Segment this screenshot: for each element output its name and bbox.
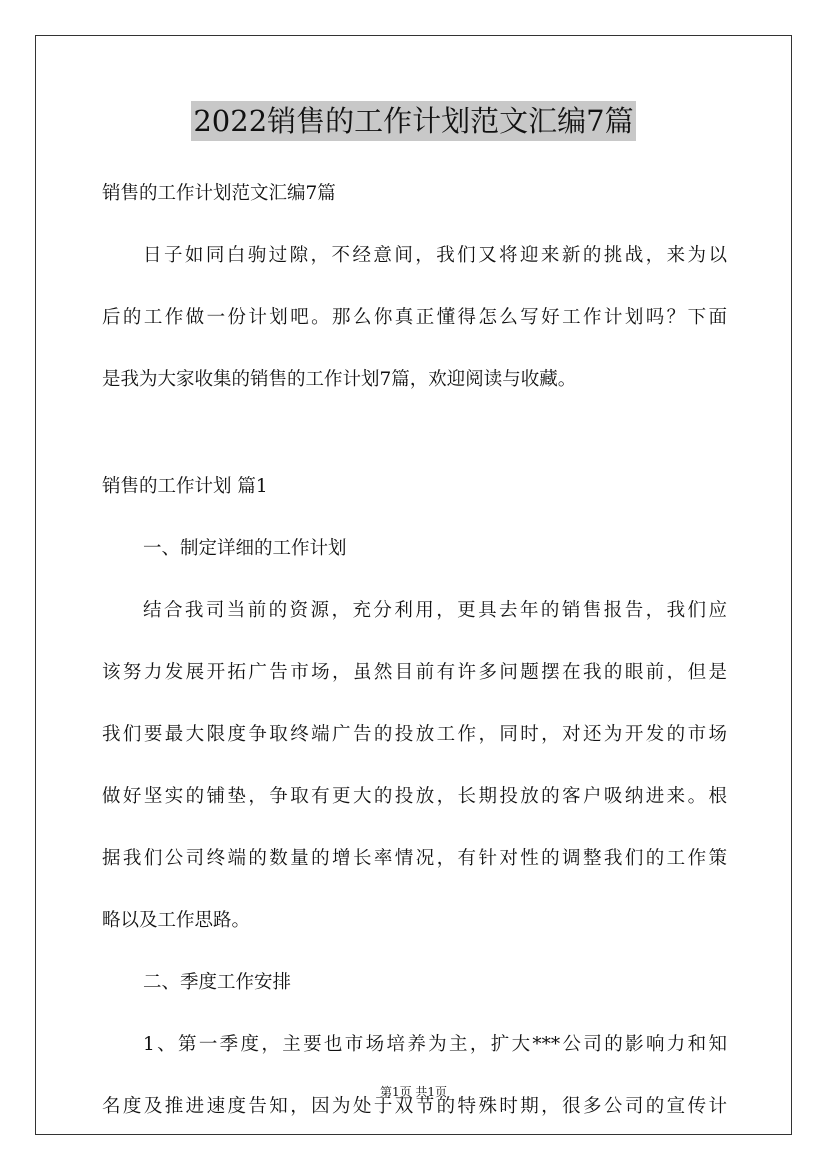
page-footer: 第1页 共1页 bbox=[379, 1085, 448, 1099]
para-1-line: 我们要最大限度争取终端广告的投放工作，同时，对还为开发的市场 bbox=[102, 724, 727, 745]
spacer bbox=[102, 571, 727, 589]
document-body bbox=[102, 172, 727, 1129]
section-heading: 销售的工作计划 篇1 bbox=[102, 476, 268, 497]
spacer bbox=[102, 1067, 727, 1085]
para-1-line: 做好坚实的铺垫，争取有更大的投放，长期投放的客户吸纳进来。根 bbox=[102, 786, 727, 807]
spacer bbox=[102, 633, 727, 651]
para-1-line: 结合我司当前的资源，充分利用，更具去年的销售报告，我们应 bbox=[143, 600, 727, 621]
spacer bbox=[102, 216, 727, 234]
title-wrapper bbox=[0, 101, 827, 141]
document-title: 2022销售的工作计划范文汇编7篇 bbox=[191, 101, 635, 141]
para-1-line: 据我们公司终端的数量的增长率情况，有针对性的调整我们的工作策 bbox=[102, 848, 727, 869]
heading-1: 一、制定详细的工作计划 bbox=[143, 538, 347, 559]
intro-line: 是我为大家收集的销售的工作计划7篇，欢迎阅读与收藏。 bbox=[102, 369, 577, 390]
spacer bbox=[102, 1005, 727, 1023]
spacer bbox=[102, 943, 727, 961]
para-2-line: 名度及推进速度告知，因为处于双节的特殊时期，很多公司的宣传计 bbox=[102, 1096, 727, 1117]
spacer bbox=[102, 402, 727, 465]
para-1-line: 该努力发展开拓广告市场，虽然目前有许多问题摆在我的眼前，但是 bbox=[102, 662, 727, 683]
heading-2: 二、季度工作安排 bbox=[143, 972, 292, 993]
spacer bbox=[102, 340, 727, 358]
spacer bbox=[102, 881, 727, 899]
intro-line: 后的工作做一份计划吧。那么你真正懂得怎么写好工作计划吗？下面 bbox=[102, 307, 727, 328]
para-1-line: 略以及工作思路。 bbox=[102, 910, 251, 931]
spacer bbox=[102, 695, 727, 713]
spacer bbox=[102, 757, 727, 775]
para-2-line: 1、第一季度，主要也市场培养为主，扩大***公司的影响力和知 bbox=[143, 1034, 727, 1055]
document-subtitle: 销售的工作计划范文汇编7篇 bbox=[102, 183, 336, 204]
spacer bbox=[102, 278, 727, 296]
spacer bbox=[102, 509, 727, 527]
spacer bbox=[102, 819, 727, 837]
intro-line: 日子如同白驹过隙，不经意间，我们又将迎来新的挑战，来为以 bbox=[143, 245, 727, 266]
